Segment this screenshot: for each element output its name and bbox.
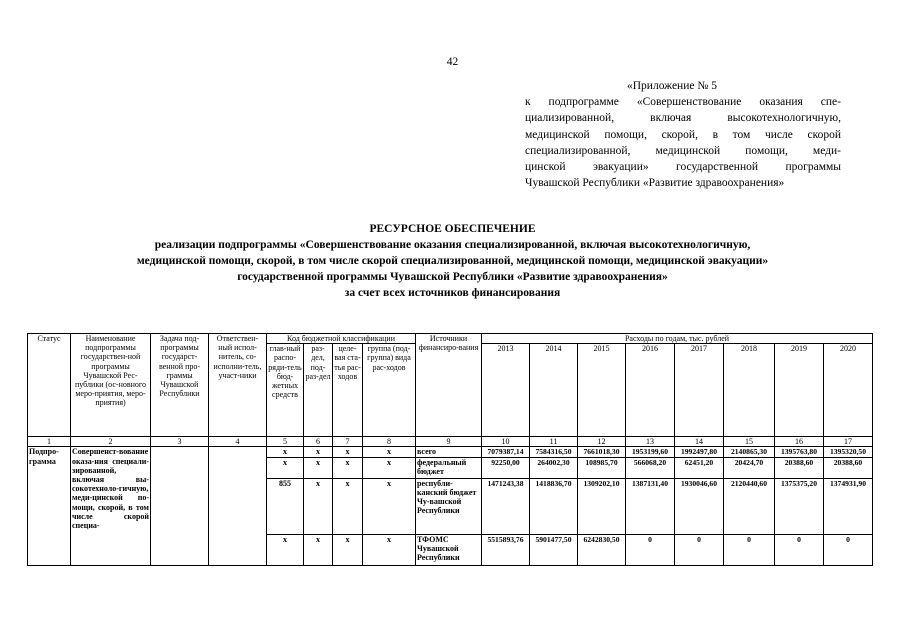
column-number: 13 — [626, 437, 675, 447]
column-number: 17 — [824, 437, 873, 447]
value-cell: 1992497,80 — [675, 447, 724, 457]
title-line: медицинской помощи, скорой, в том числе скорой специализированной, медицинской помощи, медицинской эвакуации» — [136, 255, 769, 267]
value-cell: 1418836,70 — [530, 478, 578, 534]
value-cell: 1387131,40 — [626, 478, 675, 534]
value-cell: 0 — [626, 534, 675, 565]
appendix-title: «Приложение № 5 — [627, 80, 717, 92]
section-cell: x — [304, 447, 333, 457]
header-task: Задача под-программы государст-венной про-граммы Чувашской Республики — [151, 334, 209, 437]
document-title — [0, 221, 905, 301]
value-cell: 0 — [824, 534, 873, 565]
value-cell: 1471243,38 — [482, 478, 530, 534]
resource-table — [27, 333, 873, 566]
appendix-line: цинской эвакуации» государственной программы — [525, 161, 841, 174]
appendix-reference — [525, 78, 841, 191]
responsible-cell — [209, 447, 267, 565]
value-cell: 62451,20 — [675, 457, 724, 478]
column-number: 10 — [482, 437, 530, 447]
section-cell: x — [304, 478, 333, 534]
section-cell: x — [304, 534, 333, 565]
column-number: 15 — [724, 437, 775, 447]
group-cell: x — [363, 478, 416, 534]
target-cell: x — [333, 457, 363, 478]
column-number: 14 — [675, 437, 724, 447]
value-cell: 7584316,50 — [530, 447, 578, 457]
header-section: раз-дел, под-раз-дел — [304, 344, 333, 437]
grbs-cell: x — [267, 534, 304, 565]
value-cell: 20388,60 — [824, 457, 873, 478]
value-cell: 1395763,80 — [775, 447, 824, 457]
value-cell: 6242830,50 — [578, 534, 626, 565]
value-cell: 1930046,60 — [675, 478, 724, 534]
header-year: 2014 — [530, 344, 578, 437]
header-expenses: Расходы по годам, тыс. рублей — [482, 334, 873, 344]
value-cell: 1309202,10 — [578, 478, 626, 534]
target-cell: x — [333, 534, 363, 565]
header-name: Наименование подпрограммы государствен-ной программы Чувашской Рес-публики (ос-новного меро-приятия, меро-приятия) — [71, 334, 151, 437]
column-number: 6 — [304, 437, 333, 447]
subprogram-name-cell: Совершенст-вование оказа-ния специали-зированной, включая вы-сокотехноло-гичную, меди-цинской по-мощи, скорой, в том числе скорой специа- — [71, 447, 151, 565]
grbs-cell: 855 — [267, 478, 304, 534]
header-year: 2019 — [775, 344, 824, 437]
appendix-body — [525, 94, 841, 191]
grbs-cell: x — [267, 447, 304, 457]
header-year: 2018 — [724, 344, 775, 437]
source-cell: всего — [416, 447, 482, 457]
column-number: 11 — [530, 437, 578, 447]
value-cell: 264002,30 — [530, 457, 578, 478]
column-number: 2 — [71, 437, 151, 447]
column-number-row — [28, 437, 873, 447]
title-line: реализации подпрограммы «Совершенствование оказания специализированной, включая высокотехнологичную, — [154, 239, 751, 251]
value-cell: 0 — [775, 534, 824, 565]
appendix-line: медицинской помощи, скорой, в том числе скорой — [525, 128, 841, 141]
title-line: за счет всех источников финансирования — [344, 287, 561, 299]
header-row — [28, 334, 873, 344]
value-cell: 5515893,76 — [482, 534, 530, 565]
appendix-line: Чувашской Республики «Развитие здравоохранения» — [525, 177, 785, 190]
source-cell: федеральный бюджет — [416, 457, 482, 478]
header-target: целе-вая ста-тья рас-ходов — [333, 344, 363, 437]
header-grbs: глав-ный распо-ряди-тель бюд-жетных средств — [267, 344, 304, 437]
section-cell: x — [304, 457, 333, 478]
value-cell: 1374931,90 — [824, 478, 873, 534]
title-line: РЕСУРСНОЕ ОБЕСПЕЧЕНИЕ — [369, 223, 536, 235]
title-line: государственной программы Чувашской Республики «Развитие здравоохранения» — [237, 271, 668, 283]
status-cell: Подпро-грамма — [28, 447, 71, 565]
value-cell: 0 — [675, 534, 724, 565]
target-cell: x — [333, 478, 363, 534]
value-cell: 7079387,14 — [482, 447, 530, 457]
header-year: 2015 — [578, 344, 626, 437]
header-expense-group: группа (под-группа) вида рас-ходов — [363, 344, 416, 437]
column-number: 12 — [578, 437, 626, 447]
appendix-line: специализированной, медицинской помощи, меди- — [525, 144, 841, 157]
target-cell: x — [333, 447, 363, 457]
value-cell: 20388,60 — [775, 457, 824, 478]
task-cell — [151, 447, 209, 565]
value-cell: 20424,70 — [724, 457, 775, 478]
header-year: 2020 — [824, 344, 873, 437]
value-cell: 1953199,60 — [626, 447, 675, 457]
value-cell: 2120440,60 — [724, 478, 775, 534]
value-cell: 1395320,50 — [824, 447, 873, 457]
group-cell: x — [363, 534, 416, 565]
value-cell: 1375375,20 — [775, 478, 824, 534]
column-number: 4 — [209, 437, 267, 447]
column-number: 9 — [416, 437, 482, 447]
column-number: 8 — [363, 437, 416, 447]
value-cell: 5901477,50 — [530, 534, 578, 565]
table-row — [28, 447, 873, 457]
column-number: 7 — [333, 437, 363, 447]
column-number: 3 — [151, 437, 209, 447]
group-cell: x — [363, 447, 416, 457]
page-number: 42 — [446, 56, 459, 68]
value-cell: 2140865,30 — [724, 447, 775, 457]
header-year: 2016 — [626, 344, 675, 437]
grbs-cell: x — [267, 457, 304, 478]
header-year: 2013 — [482, 344, 530, 437]
value-cell: 566068,20 — [626, 457, 675, 478]
header-status: Статус — [28, 334, 71, 437]
header-year: 2017 — [675, 344, 724, 437]
source-cell: ТФОМС Чувашской Республики — [416, 534, 482, 565]
source-cell: республи-канский бюджет Чу-вашской Республики — [416, 478, 482, 534]
value-cell: 108985,70 — [578, 457, 626, 478]
group-cell: x — [363, 457, 416, 478]
header-budget-code: Код бюджетной классификации — [267, 334, 416, 344]
appendix-line: к подпрограмме «Совершенствование оказания спе- — [525, 96, 841, 109]
header-responsible: Ответствен-ный испол-нитель, со-исполни-тель, участ-ники — [209, 334, 267, 437]
appendix-line: циализированной, включая высокотехнологичную, — [525, 112, 841, 125]
value-cell: 92250,00 — [482, 457, 530, 478]
column-number: 16 — [775, 437, 824, 447]
value-cell: 0 — [724, 534, 775, 565]
column-number: 5 — [267, 437, 304, 447]
header-sources: Источники финансиро-вания — [416, 334, 482, 437]
column-number: 1 — [28, 437, 71, 447]
value-cell: 7661018,30 — [578, 447, 626, 457]
